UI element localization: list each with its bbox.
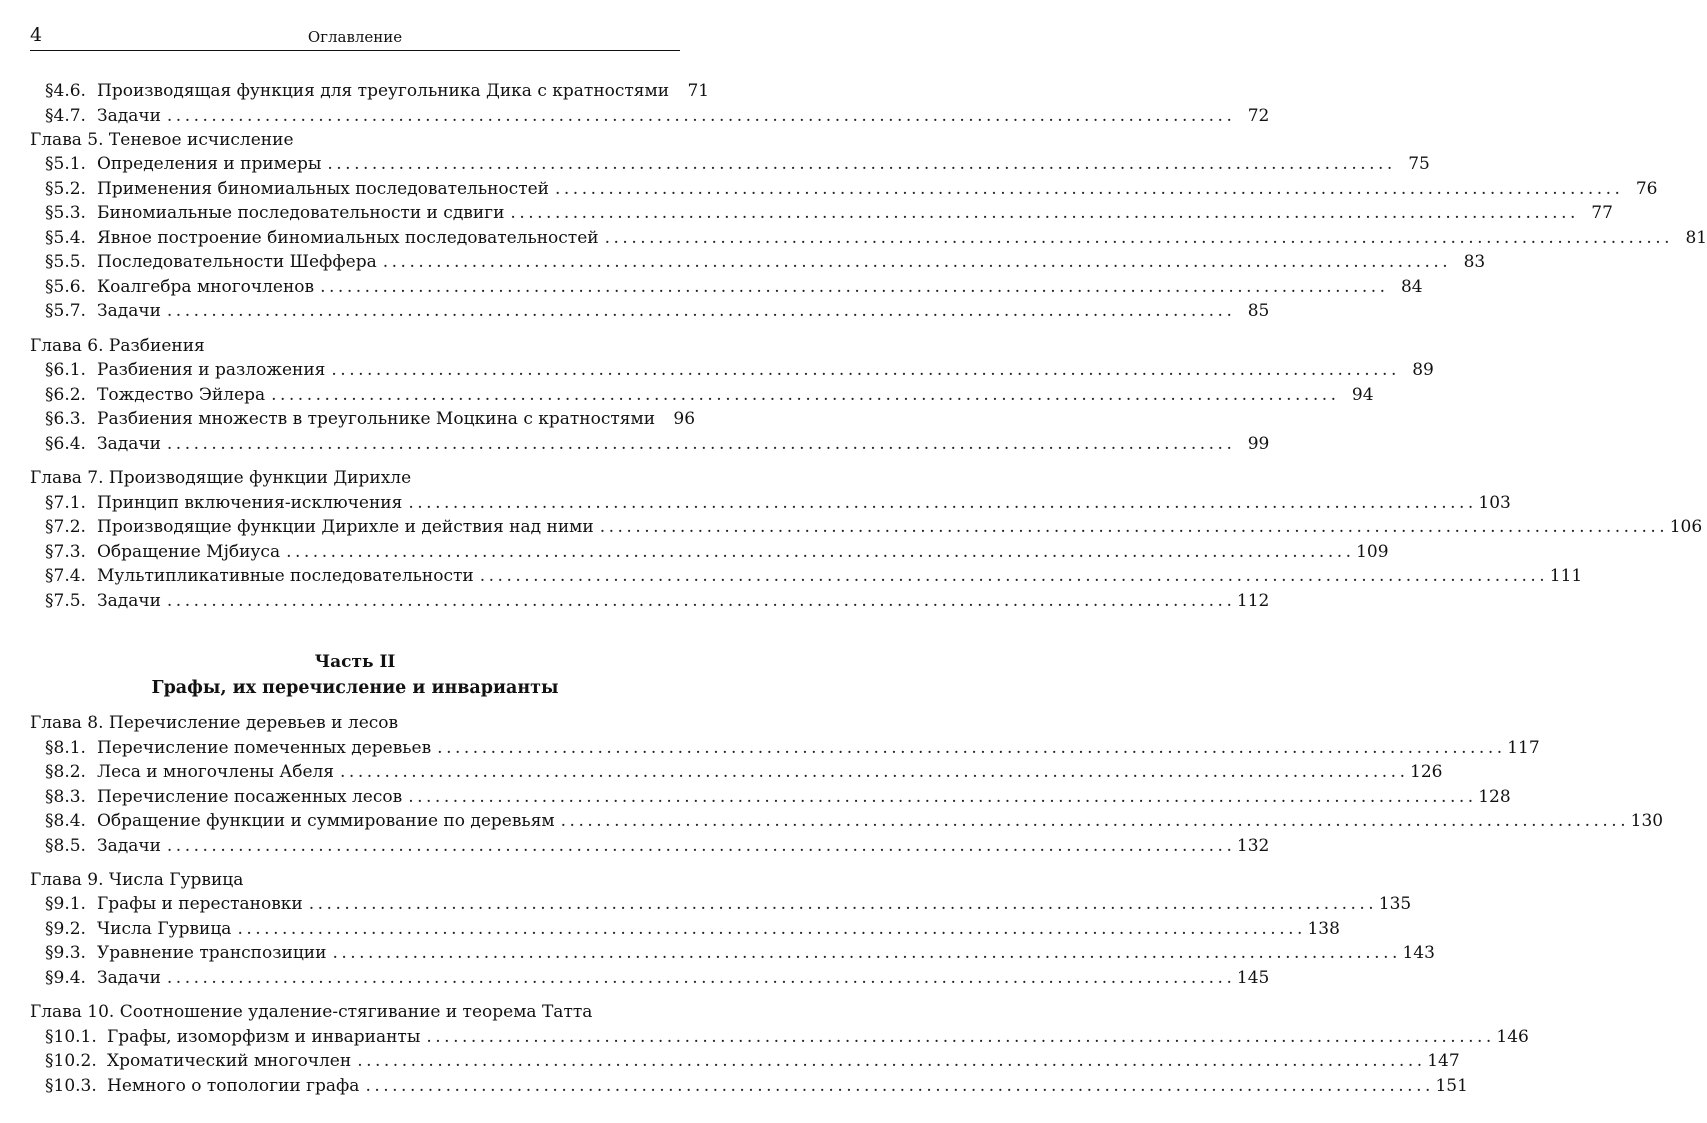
section-title: Хроматический многочлен	[107, 1051, 352, 1072]
section-number: §7.2.	[45, 517, 86, 538]
section-number: §9.4.	[45, 967, 86, 988]
chapter-title[interactable]: Глава 10. Соотношение удаление-стягивание и теорема Татта	[30, 1002, 593, 1023]
page-ref: 146	[1496, 1026, 1529, 1047]
toc-entry[interactable]	[30, 736, 1540, 761]
dot-leader: ........................................................................................................................	[308, 894, 1378, 915]
toc-entry[interactable]	[30, 104, 1270, 129]
toc-entry[interactable]	[30, 515, 1703, 540]
dot-leader: ........................................................................................................................	[166, 105, 1236, 126]
dot-leader: ........................................................................................................................	[437, 737, 1506, 758]
toc-entry[interactable]	[30, 834, 1270, 859]
dot-leader: ........................................................................................................................	[426, 1026, 1495, 1047]
section-title: Тождество Эйлера	[97, 384, 266, 405]
dot-leader: ........................................................................................................................	[327, 154, 1396, 175]
toc-page	[30, 0, 1707, 1098]
section-title: Задачи	[97, 301, 161, 322]
section-title: Принцип включения-исключения	[97, 492, 403, 513]
page-ref: 106	[1669, 517, 1703, 538]
part-heading	[30, 649, 680, 701]
page-ref: 151	[1435, 1075, 1468, 1096]
section-title: Применения биномиальных последовательностей	[97, 178, 549, 199]
toc-entry[interactable]	[30, 589, 1270, 614]
section-number: §9.1.	[45, 894, 86, 915]
dot-leader: ........................................................................................................................	[408, 492, 1477, 513]
section-title: Задачи	[97, 835, 161, 856]
page-ref: 99	[1247, 433, 1270, 454]
toc-entry[interactable]	[30, 966, 1270, 991]
toc-entry[interactable]	[30, 941, 1435, 966]
dot-leader: ........................................................................................................................	[382, 252, 1452, 273]
part-title: Часть II	[314, 652, 396, 673]
chapters-group-b	[30, 711, 1664, 1098]
toc-entry[interactable]	[30, 275, 1423, 300]
dot-leader: ........................................................................................................................	[560, 811, 1630, 832]
section-title: Разбиения и разложения	[97, 360, 326, 381]
section-title: Производящие функции Дирихле и действия над ними	[97, 517, 594, 538]
toc-entry[interactable]	[30, 917, 1340, 942]
dot-leader: ........................................................................................................................	[166, 835, 1236, 856]
chapter	[30, 1000, 1529, 1098]
section-title: Уравнение транспозиции	[97, 943, 327, 964]
section-title: Задачи	[97, 433, 161, 454]
dot-leader: ........................................................................................................................	[166, 967, 1236, 988]
chapter-title[interactable]: Глава 9. Числа Гурвица	[30, 870, 244, 891]
toc-entry[interactable]	[30, 177, 1658, 202]
section-title: Явное построение биномиальных последовательностей	[97, 227, 599, 248]
section-title: Задачи	[97, 105, 161, 126]
toc-entry[interactable]	[30, 540, 1389, 565]
page-ref: 111	[1549, 566, 1583, 587]
toc-entry[interactable]	[30, 250, 1486, 275]
page-ref: 72	[1247, 105, 1270, 126]
dot-leader: ........................................................................................................................	[166, 433, 1236, 454]
page-ref: 81	[1685, 227, 1707, 248]
page-ref: 130	[1630, 811, 1664, 832]
section-number: §4.7.	[45, 105, 86, 126]
toc-entry[interactable]	[30, 564, 1583, 589]
toc-entry[interactable]	[30, 226, 1707, 251]
dot-leader: ........................................................................................................................	[271, 384, 1340, 405]
section-title: Леса и многочлены Абеля	[97, 762, 335, 783]
page-ref: 132	[1236, 835, 1270, 856]
page-ref: 138	[1307, 918, 1340, 939]
table-of-contents	[30, 79, 1707, 1098]
section-number: §5.6.	[45, 276, 86, 297]
page-ref: 85	[1247, 301, 1270, 322]
dot-leader: ........................................................................................................................	[166, 301, 1236, 322]
page-ref: 135	[1378, 894, 1412, 915]
chapter	[30, 334, 1434, 456]
page-ref: 94	[1351, 384, 1374, 405]
dot-leader: ........................................................................................................................	[510, 203, 1579, 224]
section-number: §7.3.	[45, 541, 86, 562]
section-number: §6.4.	[45, 433, 86, 454]
section-number: §8.2.	[45, 762, 86, 783]
section-number: §10.3.	[45, 1075, 97, 1096]
page-ref: 143	[1402, 943, 1435, 964]
section-title: Перечисление посаженных лесов	[97, 786, 403, 807]
section-number: §7.4.	[45, 566, 86, 587]
toc-entry[interactable]	[30, 201, 1613, 226]
section-number: §4.6.	[45, 81, 86, 101]
section-title: Производящая функция для треугольника Дика с кратностями	[97, 81, 670, 101]
toc-entry[interactable]	[30, 383, 1374, 408]
chapter-title[interactable]: Глава 8. Перечисление деревьев и лесов	[30, 713, 399, 734]
dot-leader: ........................................................................................................................	[286, 541, 1355, 562]
page-ref: 103	[1478, 492, 1511, 513]
section-title: Числа Гурвица	[97, 918, 232, 939]
toc-entry[interactable]	[30, 1049, 1460, 1074]
chapter-title[interactable]: Глава 5. Теневое исчисление	[30, 130, 294, 150]
section-title: Перечисление помеченных деревьев	[97, 737, 432, 758]
toc-entry[interactable]	[30, 1025, 1529, 1050]
section-number: §5.4.	[45, 227, 86, 248]
toc-entry[interactable]	[30, 432, 1270, 457]
dot-leader: ........................................................................................................................	[365, 1075, 1434, 1096]
section-number: §8.1.	[45, 737, 86, 758]
page-number: 4	[30, 24, 43, 46]
section-number: §7.5.	[45, 590, 86, 611]
chapter-title[interactable]: Глава 6. Разбиения	[30, 335, 205, 356]
page-ref: 76	[1635, 178, 1658, 199]
section-number: §5.5.	[45, 252, 86, 273]
chapter	[30, 711, 1664, 858]
section-number: §5.2.	[45, 178, 86, 199]
dot-leader: ........................................................................................................................	[599, 517, 1669, 538]
toc-entry[interactable]	[30, 785, 1511, 810]
page-ref: 96	[673, 409, 696, 430]
section-title: Графы и перестановки	[97, 894, 303, 915]
page-ref: 112	[1236, 590, 1270, 611]
toc-entry[interactable]	[30, 299, 1270, 324]
dot-leader: ........................................................................................................................	[408, 786, 1477, 807]
chapters-group-a	[30, 128, 1707, 613]
section-title: Биномиальные последовательности и сдвиги	[97, 203, 505, 224]
continued-entries	[30, 79, 1270, 128]
section-title: Обращение функции и суммирование по деревьям	[97, 811, 555, 832]
page-ref: 147	[1427, 1051, 1460, 1072]
section-number: §8.4.	[45, 811, 86, 832]
toc-entry[interactable]	[30, 152, 1430, 177]
section-title: Определения и примеры	[97, 154, 322, 175]
section-number: §6.2.	[45, 384, 86, 405]
dot-leader: ........................................................................................................................	[479, 566, 1549, 587]
dot-leader: ........................................................................................................................	[555, 178, 1624, 199]
section-number: §8.3.	[45, 786, 86, 807]
section-number: §5.1.	[45, 154, 86, 175]
section-title: Последовательности Шеффера	[97, 252, 377, 273]
page-header	[30, 0, 680, 51]
section-number: §5.3.	[45, 203, 86, 224]
page-ref: 83	[1463, 252, 1486, 273]
section-title: Задачи	[97, 967, 161, 988]
toc-entry[interactable]	[30, 1074, 1468, 1099]
section-number: §10.2.	[45, 1051, 97, 1072]
dot-leader: ........................................................................................................................	[604, 227, 1674, 248]
toc-entry[interactable]	[30, 892, 1412, 917]
dot-leader: ........................................................................................................................	[320, 276, 1389, 297]
section-title: Задачи	[97, 590, 161, 611]
page-ref: 89	[1412, 360, 1434, 381]
section-title: Графы, изоморфизм и инварианты	[107, 1026, 421, 1047]
toc-entry[interactable]	[30, 79, 710, 104]
running-title: Оглавление	[307, 28, 403, 46]
page-ref: 71	[687, 81, 710, 101]
section-title: Мультипликативные последовательности	[97, 566, 474, 587]
section-title: Разбиения множеств в треугольнике Моцкина с кратностями	[97, 409, 656, 430]
dot-leader: ........................................................................................................................	[331, 360, 1400, 381]
section-title: Коалгебра многочленов	[97, 276, 315, 297]
chapter	[30, 868, 1435, 990]
dot-leader: ........................................................................................................................	[237, 918, 1306, 939]
page-ref: 75	[1408, 154, 1430, 175]
toc-entry[interactable]	[30, 760, 1443, 785]
section-title: Обращение Мјбиуса	[97, 541, 281, 562]
page-ref: 128	[1478, 786, 1511, 807]
page-ref: 109	[1356, 541, 1389, 562]
dot-leader: ........................................................................................................................	[357, 1051, 1426, 1072]
dot-leader: ........................................................................................................................	[332, 943, 1401, 964]
section-number: §6.3.	[45, 409, 86, 430]
chapter	[30, 128, 1707, 324]
section-number: §9.3.	[45, 943, 86, 964]
page-ref: 117	[1507, 737, 1540, 758]
dot-leader: ........................................................................................................................	[340, 762, 1409, 783]
part-subtitle: Графы, их перечисление и инварианты	[151, 678, 559, 699]
section-number: §5.7.	[45, 301, 86, 322]
section-number: §8.5.	[45, 835, 86, 856]
toc-entry[interactable]	[30, 358, 1434, 383]
page-ref: 126	[1410, 762, 1443, 783]
chapter	[30, 466, 1703, 613]
section-number: §7.1.	[45, 492, 86, 513]
section-number: §9.2.	[45, 918, 86, 939]
page-ref: 84	[1400, 276, 1423, 297]
section-number: §6.1.	[45, 360, 86, 381]
page-ref: 77	[1591, 203, 1613, 224]
chapter-title[interactable]: Глава 7. Производящие функции Дирихле	[30, 468, 412, 489]
page-ref: 145	[1236, 967, 1270, 988]
section-title: Немного о топологии графа	[107, 1075, 360, 1096]
toc-entry[interactable]	[30, 407, 696, 432]
toc-entry[interactable]	[30, 491, 1511, 516]
toc-entry[interactable]	[30, 809, 1664, 834]
dot-leader: ........................................................................................................................	[166, 590, 1236, 611]
section-number: §10.1.	[45, 1026, 97, 1047]
